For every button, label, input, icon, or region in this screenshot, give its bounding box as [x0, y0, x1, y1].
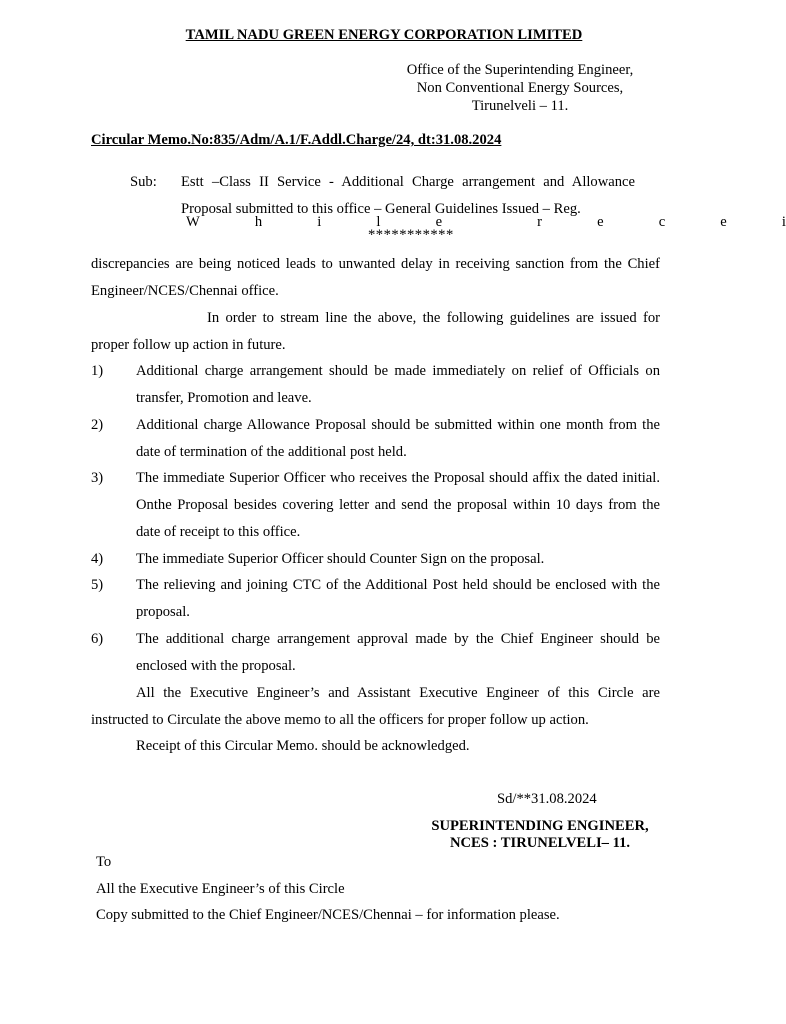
- item-number: 6): [91, 631, 104, 647]
- spaced-letters-row: [186, 213, 786, 231]
- item-text: The immediate Superior Officer who receives the Proposal should affix the dated initial. Onthe Proposal besides covering letter and send the proposal within 10 days from the date of receipt to this office.: [136, 470, 660, 540]
- item-text: The immediate Superior Officer should Counter Sign on the proposal.: [136, 551, 545, 567]
- signatory-office: NCES : TIRUNELVELI– 11.: [449, 835, 631, 851]
- recipient-line-2: Copy submitted to the Chief Engineer/NCES/Chennai – for information please.: [96, 907, 560, 924]
- guideline-item-1: [91, 358, 660, 412]
- item-text: Additional charge Allowance Proposal should be submitted within one month from the date of termination of the additional post held.: [136, 417, 660, 460]
- office-line-2: Non Conventional Energy Sources,: [416, 80, 624, 96]
- signature-date: Sd/**31.08.2024: [497, 791, 597, 807]
- paragraph-acknowledge: Receipt of this Circular Memo. should be acknowledged.: [136, 738, 470, 754]
- subject-label: Sub:: [130, 174, 157, 190]
- guideline-item-6: [91, 626, 660, 680]
- subject-line-2: Proposal submitted to this office – General Guidelines Issued – Reg.: [181, 201, 581, 217]
- office-line-3: Tirunelveli – 11.: [471, 98, 569, 114]
- item-number: 3): [91, 470, 104, 486]
- item-number: 4): [91, 551, 104, 567]
- spaced-letter: c: [658, 214, 666, 230]
- spaced-letter: i: [781, 214, 786, 230]
- subject-line-1: Estt –Class II Service - Additional Charge arrangement and Allowance: [181, 174, 635, 190]
- guideline-item-3: [91, 465, 660, 545]
- guideline-item-2: [91, 412, 660, 466]
- spaced-letter: e: [597, 214, 604, 230]
- recipients-block: [96, 849, 560, 929]
- item-text: The relieving and joining CTC of the Additional Post held should be enclosed with the proposal.: [136, 577, 660, 620]
- item-number: 5): [91, 577, 104, 593]
- paragraph-circulate: All the Executive Engineer’s and Assistant Executive Engineer of this Circle are instructed to Circulate the above memo to all the officers for proper follow up action.: [91, 685, 660, 728]
- spaced-letter: h: [254, 214, 263, 230]
- paragraph-discrepancies: discrepancies are being noticed leads to unwanted delay in receiving sanction from the Chief Engineer/NCES/Chennai office.: [91, 256, 660, 299]
- item-text: The additional charge arrangement approval made by the Chief Engineer should be enclosed with the proposal.: [136, 631, 660, 674]
- spaced-letter: e: [720, 214, 727, 230]
- spaced-letter: W: [186, 214, 200, 230]
- spaced-letter: e: [435, 214, 443, 230]
- circular-memo-number: Circular Memo.No:835/Adm/A.1/F.Addl.Charge/24, dt:31.08.2024: [91, 132, 502, 148]
- item-text: Additional charge arrangement should be made immediately on relief of Officials on transfer, Promotion and leave.: [136, 363, 660, 406]
- paragraph-guidelines-intro: In order to stream line the above, the following guidelines are issued for proper follow up action in future.: [91, 310, 660, 353]
- separator: ***********: [368, 227, 454, 243]
- recipient-line-1: All the Executive Engineer’s of this Circle: [96, 880, 345, 897]
- spaced-letter: i: [317, 214, 322, 230]
- item-number: 2): [91, 417, 104, 433]
- signatory-title: SUPERINTENDING ENGINEER,: [431, 818, 649, 834]
- guideline-item-5: [91, 572, 660, 626]
- item-number: 1): [91, 363, 104, 379]
- guideline-item-4: [91, 546, 660, 573]
- spaced-letter: r: [537, 214, 543, 230]
- to-label: To: [96, 854, 112, 870]
- spaced-letter: l: [376, 214, 381, 230]
- organization-title: TAMIL NADU GREEN ENERGY CORPORATION LIMITED: [185, 27, 583, 43]
- office-line-1: Office of the Superintending Engineer,: [406, 62, 634, 78]
